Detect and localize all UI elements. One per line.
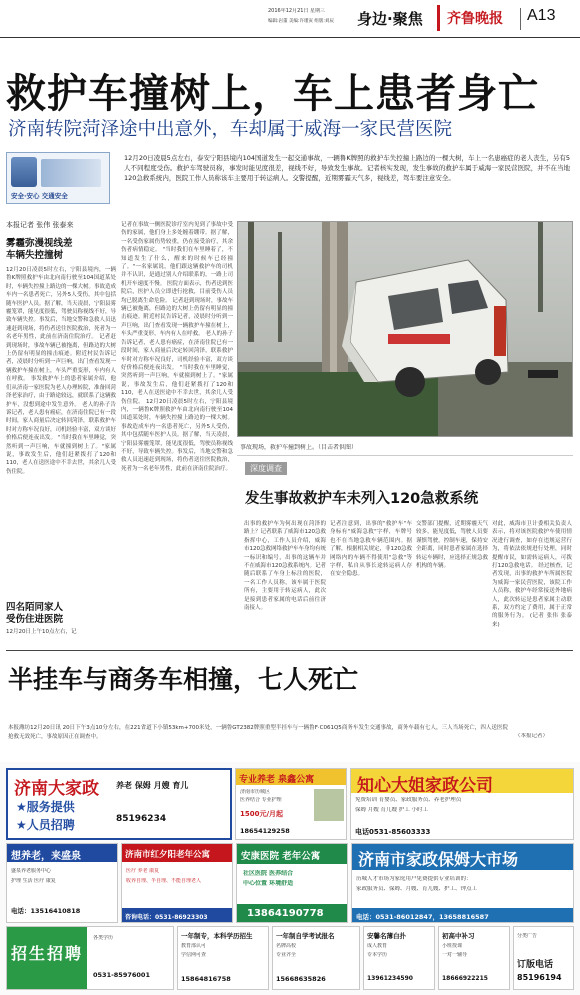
ad-line: 专业齐全: [276, 952, 297, 958]
ad-title: 安康医院 老年公寓: [237, 844, 348, 864]
ad-title: 济南市红夕阳老年公寓: [122, 844, 233, 862]
ad-services: 养老 保姆 月嫂 育儿: [116, 781, 189, 790]
byline: 本报记者 张伟 张泰来: [6, 221, 74, 229]
ad-line: 学信网可查: [181, 952, 207, 958]
section-divider: [437, 5, 440, 31]
photo-illustration: [238, 222, 573, 437]
ad-title: 一年制自学考试报名: [276, 932, 335, 940]
paragraph: 事发救护车上的患者家属介绍，他们从济南一家医院为老人办理转院，准备回菏泽老家治疗，由于路途较远，就联系了这辆救护车，没想到途中发生意外。: [6, 376, 116, 408]
second-credit: （本报记者）: [515, 733, 549, 739]
paragraph: (记者 张伟 张泰来): [492, 613, 572, 628]
ad-jinan-nanny-market[interactable]: [351, 843, 574, 923]
deep-investigation-label: 深度调查: [245, 462, 287, 475]
ad-zhixin-dajie[interactable]: [350, 768, 574, 840]
road-graphic: [41, 159, 101, 187]
ad-phone: 15864816758: [181, 975, 231, 983]
ambulance-shape: [342, 260, 508, 397]
ad-title: 知心大姐家政公司: [351, 769, 574, 793]
investigation-col-1: 出事的救护车为何出现在菏泽的路上？记者联系了威海市120急救指挥中心，工作人员介绍，威海市120急救网络救护车车身均有统一标识和编号，出事的这辆车并不在威海市120急救系统内。记者随后联系了车身上标注的医院，一名工作人员称，该车属于医院所有，主要用于转运病人，此次是接到患者家属的电话后前往济南接人。: [244, 521, 326, 612]
ad-title: 初高中补习: [442, 932, 475, 940]
ad-line: 教育部认可: [181, 943, 207, 949]
ad-phone: 15668635826: [276, 975, 326, 983]
accident-photo: [237, 221, 573, 437]
ad-jinan-housekeeping[interactable]: [6, 768, 232, 840]
ad-title: 安馨名薄白扑: [367, 932, 406, 940]
ad-line: 1500元/月起: [240, 810, 284, 818]
ad-title: 济南市家政保姆大市场: [352, 844, 574, 870]
column-1-tail: 12月20日上午10点左右，记: [6, 629, 77, 635]
ad-line: ★人员招聘: [16, 818, 75, 832]
ad-anxin[interactable]: [363, 926, 435, 990]
traffic-safety-logo: [6, 152, 110, 204]
ad-line: 名牌高校: [276, 943, 297, 949]
ad-title: 专业养老 泉鑫公寓: [236, 769, 347, 785]
ad-line: 历城人才市场为家庭用户免费提供专业培训的：: [356, 876, 472, 882]
building-photo: [314, 789, 344, 821]
ad-title: 一年制专，本科学历招生: [181, 932, 253, 940]
ad-recruitment[interactable]: [6, 926, 174, 990]
ad-line: 各类学历: [93, 935, 114, 941]
ad-phone: 85196234: [116, 814, 167, 824]
ad-title: 想养老，来盛泉: [7, 844, 118, 862]
ad-line: 盛泉养老服务中心: [11, 868, 52, 874]
paragraph: 对此，威海市卫计委相关负责人表示，将对该医院救护车使用情况进行调查，如存在违规运营行为，将依法依规进行处理，同时提醒市民，如需转运病人，可拨打120急救电话。: [492, 521, 572, 570]
subheading-fog: 雾霾弥漫视线差 车辆失控撞树: [6, 238, 73, 261]
ad-line: 一对一辅导: [442, 952, 468, 958]
ad-line: 小班授课: [442, 943, 463, 949]
ad-line: 保姆 月嫂 育儿嫂 护工 小时工: [355, 807, 428, 813]
header-rule: [0, 37, 580, 38]
ad-line: 免费培训 育婴员、家政服务员、养老护理员: [355, 797, 462, 803]
column-2-text: [121, 221, 233, 641]
ad-line: 电话：13516410818: [11, 907, 81, 915]
paragraph: "当时我们在车里睡着了，不知道发生了什么，醒来的时候车已经撞了。"一名家属说，他们跟这辆救护车的司机并不认识，是通过别人介绍联系的，一路上司机开车速度不慢。: [121, 247, 233, 287]
ad-phone: 18654129258: [240, 827, 290, 835]
paragraph: 老人的孙子告诉记者，老人患有癌症，在济南住院已有一段时间，家人商量后决定转回菏泽，联系救护车时对方称车况良好，司机经验丰富，双方谈好价格后便连夜出发。: [6, 401, 116, 442]
ad-line: 专本学历: [367, 952, 388, 958]
ad-hongxiyang[interactable]: [121, 843, 233, 923]
issue-date: 2016年12月21日 星期三: [268, 8, 326, 14]
ad-phone: 电话：0531-86012847，13658816587: [352, 908, 574, 923]
paragraph: 记者赶到现场时，事故车辆已被拖离，但路边的大树上仍留有明显的撞击痕迹。附近村民告诉记者，凌晨时分听到一声巨响，出门查看发现一辆救护车撞在树上，车头严重变形，车内有人在呼救。: [6, 334, 116, 383]
investigation-col-3: 交警部门提醒，近期雾霾天气较多，能见度低，驾驶人员要谨慎驾驶，控制车速，保持安全距离，同时患者家属在选择转运车辆时，应选择正规急救机构的车辆。: [416, 521, 488, 570]
paragraph: 记者在事故一侧医院诊疗室内见到了事故中受伤的家属，他们身上多处缠着绷带。据了解，一名受伤家属伤势较重，仍在接受治疗，其余伤者病情稳定。: [121, 222, 233, 254]
page-number: A13: [527, 7, 556, 24]
paragraph: 经过核查，记者发现，出事的救护车所属医院为威海一家民营医院，该院工作人员称，救护车经常接送外地病人，此次转运是患者家属主动联系，双方约定了费用，属于正常的服务行为。: [492, 563, 572, 620]
ad-line: 成人教育: [367, 943, 388, 949]
ad-ankang-hospital[interactable]: [236, 843, 348, 923]
ad-line: 中心位置 环境舒适: [243, 880, 294, 887]
editor-credits: 编辑:岩董 美编:许瑾寅 组版:刘辰: [268, 19, 334, 24]
ad-phone: 电话0531-85603333: [355, 828, 431, 836]
ad-line: 收养自理、半自理、不能自理老人: [126, 878, 202, 884]
lead-summary: 12月20日凌晨5点左右，泰安宁阳县境内104国道发生一起交通事故，一辆鲁K牌照的救护车失控撞上路边的一棵大树，车上一名患癌症的老人丧生，另有5人不同程度受伤。救护车驾驶员称，事发时能见度很差，视线不好，导致发生事故。记者核实发现，发生事故的救护车属于威海一家民营医院，并不在当地120急救系统内，医院工作人员称该车主要用于转运病人。交警提醒，近期雾霾天气多，视线差，驾车要注意安全。: [124, 154, 570, 182]
ad-phone: 85196194: [517, 973, 562, 982]
ad-tutoring[interactable]: [438, 926, 510, 990]
ad-phone: 13961234590: [367, 975, 413, 982]
ad-quanxin-apartment[interactable]: [235, 768, 347, 840]
lead-subhead: 济南转院菏泽途中出意外，车却属于威海一家民营医院: [8, 119, 453, 140]
logo-label: 安全·安心 交通安全: [11, 192, 68, 200]
investigation-col-4: [492, 520, 572, 642]
ad-line: 医养结合 专业护理: [240, 797, 282, 803]
paragraph: 老人的孙子告诉记者，老人患有癌症，在济南住院已有一段时间，家人商量后决定转回菏泽，联系救护车时对方称车况良好，司机经验丰富，双方谈好价格后便连夜出发。: [121, 331, 233, 371]
page-divider: [520, 8, 521, 30]
second-headline: 半挂车与商务车相撞，七人死亡: [8, 665, 359, 694]
subheading-injured: 四名陌同家人 受伤住进医院: [6, 602, 64, 625]
caption-rule: [237, 455, 573, 456]
newspaper-logo: 齐鲁晚报: [447, 11, 503, 27]
paragraph: 12月20日凌晨5时左右，宁阳县境内，一辆鲁K牌照救护车由北向南行驶至104国道某处时，车辆失控撞上路边的一棵大树。事故造成车内一名患者死亡，另外5人受伤，其中包括随车医护人员。据了解，当天凌晨，宁阳县雾霾笼罩，能见度很低，驾驶员称视线不好，导致车辆失控。事发后，当地交警和急救人员迅速赶到现场，将伤者送往医院救治，死者为一名老年男性，此前在济南住院治疗。: [6, 267, 116, 341]
ad-self-exam[interactable]: [272, 926, 360, 990]
ad-line: 济南市历城区: [240, 789, 271, 795]
ad-phone: 13864190778: [237, 904, 348, 923]
investigation-col-2: 记者注意到，出事的"救护车"车身标有"威海急救"字样，车牌号也不在当地急救车辆范围内。据了解，根据相关规定，非120急救网络内的车辆不得使用"急救"等字样，私自从事长途转运病人存在安全隐患。: [330, 521, 412, 578]
lead-headline: 救护车撞树上，车上患者身亡: [6, 71, 539, 117]
ad-phone: 咨询电话：0531-86923303: [122, 908, 233, 923]
section-rule: [6, 650, 573, 651]
column-1-text: [6, 266, 116, 594]
safety-emblem-icon: [11, 157, 37, 187]
ad-shengquan[interactable]: [6, 843, 118, 923]
ad-line: 家政服务员、保姆、月嫂、育儿嫂、护工、钟点工: [356, 886, 478, 892]
paragraph: "当时我在车里睡觉，突然听到一声巨响，车就撞到树上了。"家属说，事故发生后，他们赶紧拨打了120和110，老人在送医途中不幸去世，其余几人受伤住院。: [121, 364, 233, 405]
ad-title: 济南大家政: [14, 779, 99, 799]
ad-line: 分类广告: [517, 933, 538, 939]
section-title: 身边·聚焦: [357, 10, 423, 28]
ad-line: ★服务提供: [16, 800, 75, 814]
paragraph: 医院方面表示，伤者送到医院后，医护人员立即进行抢救，目前受伤人员均已脱离生命危险。: [121, 280, 233, 304]
photo-caption: 事故现场，救护车撞到树上。（目击者供图）: [240, 444, 358, 451]
ad-line: 护理 生活 医疗 康复: [11, 878, 56, 884]
ad-phone: 0531-85976001: [93, 971, 150, 979]
second-body: 本报潍坊12月20日讯 20日下午3点10分左右，在221省道下小镇53km+700米处，一辆鲁GT2382牌照重型半挂车与一辆鲁F·C061Q5商务车发生交通事故，商务车载有七人，三人当场死亡，四人送医院抢救无效死亡，事故原因正在调查中。: [8, 725, 508, 740]
investigation-headline: 发生事故救护车未列入120急救系统: [245, 491, 479, 507]
ad-title: 招生招聘: [11, 944, 84, 963]
paragraph: "当时我在车里睡觉，突然听到一声巨响，车就撞到树上了。"家属说，事故发生后，他们赶紧拨打了120和110，老人在送医途中不幸去世，其余几人受伤住院。: [6, 435, 116, 475]
ad-line: 社区医院 医养结合: [243, 870, 294, 877]
paragraph: 12月20日凌晨5时左右，宁阳县境内，一辆鲁K牌照救护车由北向南行驶至104国道某处时，车辆失控撞上路边的一棵大树。事故造成车内一名患者死亡，另外5人受伤，其中包括随车医护人员。据了解，当天凌晨，宁阳县雾霾笼罩，能见度很低，驾驶员称视线不好，导致车辆失控。事发后，当地交警和急救人员迅速赶到现场，将伤者送往医院救治，死者为一名老年男性，此前在济南住院治疗。: [121, 398, 233, 472]
ad-booking[interactable]: [513, 926, 574, 990]
paragraph: 记者赶到现场时，事故车辆已被拖离，但路边的大树上仍留有明显的撞击痕迹。附近村民告诉记者，凌晨时分听到一声巨响，出门查看发现一辆救护车撞在树上，车头严重变形，车内有人在呼救。: [121, 297, 233, 338]
ad-phone: 18666922215: [442, 975, 488, 982]
ad-title: 订版电话: [517, 960, 554, 970]
ad-one-year-degree[interactable]: [177, 926, 269, 990]
ad-line: 医疗 养老 康复: [126, 868, 160, 874]
